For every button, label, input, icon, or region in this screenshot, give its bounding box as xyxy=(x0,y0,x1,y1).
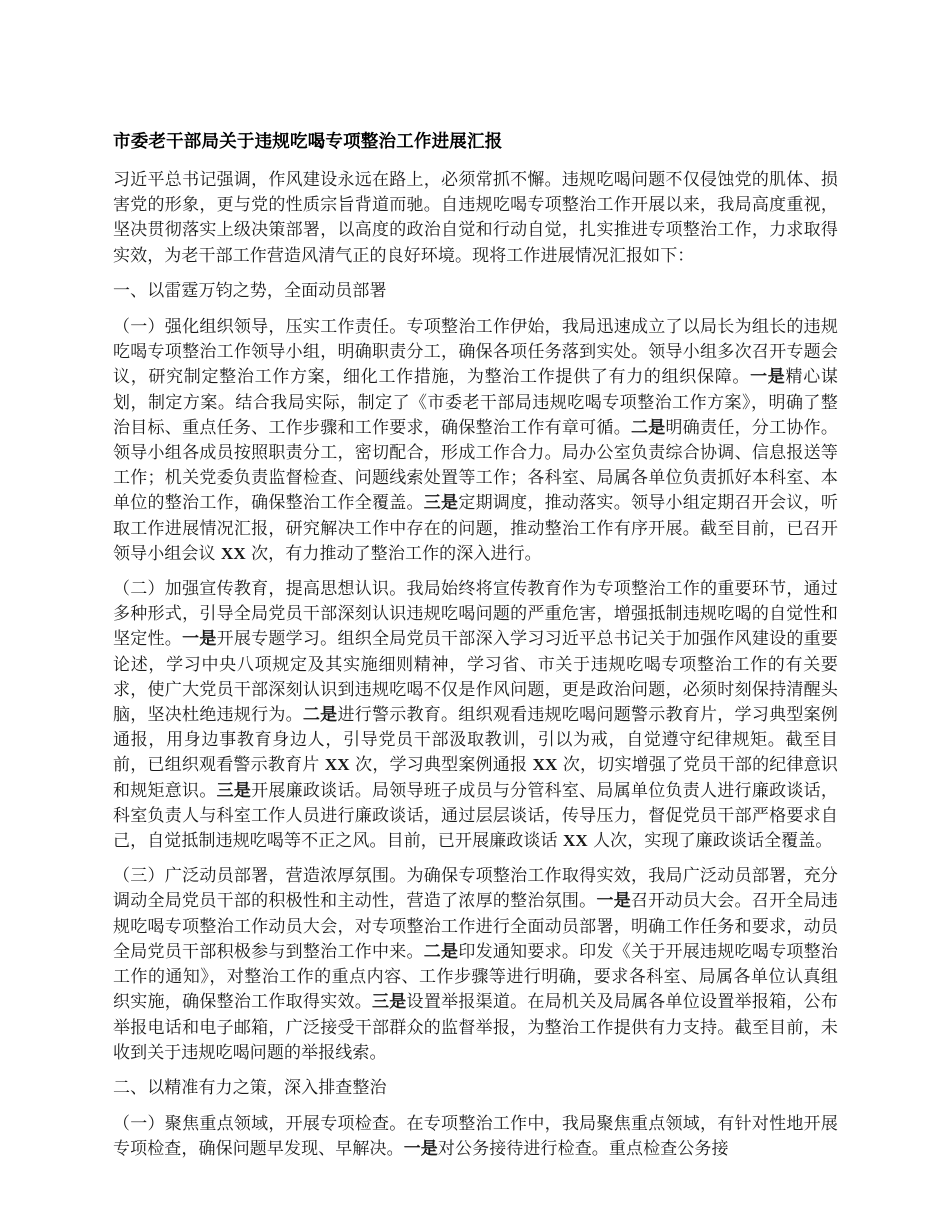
enumeration-marker: 三是 xyxy=(372,992,407,1012)
body-paragraph: （一）聚焦重点领域，开展专项检查。在专项整治工作中，我局聚焦重点领域，有针对性地开展专项检查，确保问题早发现、早解决。一是对公务接待进行检查。重点检查公务接 xyxy=(113,1114,838,1159)
body-paragraph: 习近平总书记强调，作风建设永远在路上，必须常抓不懈。违规吃喝问题不仅侵蚀党的肌体、损害党的形象，更与党的性质宗旨背道而驰。自违规吃喝专项整治工作开展以来，我局高度重视，坚决贯彻落实上级决策部署，以高度的政治自觉和行动自觉，扎实推进专项整治工作，力求取得实效，为老干部工作营造风清气正的良好环境。现将工作进展情况汇报如下： xyxy=(113,170,838,265)
placeholder-count: XX xyxy=(324,755,350,775)
enumeration-marker: 三是 xyxy=(216,780,252,800)
body-paragraph: （三）广泛动员部署，营造浓厚氛围。为确保专项整治工作取得实效，我局广泛动员部署，充分调动全局党员干部的积极性和主动性，营造了浓厚的整治氛围。一是召开动员大会。召开全局违规吃喝专项整治工作动员大会，对专项整治工作进行全面动员部署，明确工作任务和要求，动员全局党员干部积极参与到整治工作中来。二是印发通知要求。印发《关于开展违规吃喝专项整治工作的通知》，对整治工作的重点内容、工作步骤等进行明确，要求各科室、局属各单位认真组织实施，确保整治工作取得实效。三是设置举报渠道。在局机关及局属各单位设置举报箱，公布举报电话和电子邮箱，广泛接受干部群众的监督举报，为整治工作提供有力支持。截至目前，未收到关于违规吃喝问题的举报线索。 xyxy=(113,866,839,1062)
section-heading: 二、以精准有力之策，深入排查整治 xyxy=(113,1077,387,1097)
section-heading: 一、以雷霆万钧之势，全面动员部署 xyxy=(113,280,387,300)
enumeration-marker: 一是 xyxy=(750,367,786,387)
enumeration-marker: 二是 xyxy=(302,705,338,725)
placeholder-count: XX xyxy=(220,543,246,563)
enumeration-marker: 一是 xyxy=(596,891,631,911)
enumeration-marker: 三是 xyxy=(423,493,459,513)
page-title: 市委老干部局关于违规吃喝专项整治工作进展汇报 xyxy=(113,131,503,151)
body-paragraph: （一）强化组织领导，压实工作责任。专项整治工作伊始，我局迅速成立了以局长为组长的违规吃喝专项整治工作领导小组，明确职责分工，确保各项任务落到实处。领导小组多次召开专题会议，研究制定整治工作方案，细化工作措施，为整治工作提供了有力的组织保障。一是精心谋划，制定方案。结合我局实际，制定了《市委老干部局违规吃喝专项整治工作方案》，明确了整治目标、重点任务、工作步骤和工作要求，确保整治工作有章可循。二是明确责任，分工协作。领导小组各成员按照职责分工，密切配合，形成工作合力。局办公室负责综合协调、信息报送等工作；机关党委负责监督检查、问题线索处置等工作；各科室、局属各单位负责抓好本科室、本单位的整治工作，确保整治工作全覆盖。三是定期调度，推动落实。领导小组定期召开会议，听取工作进展情况汇报，研究解决工作中存在的问题，推动整治工作有序开展。截至目前，已召开领导小组会议 XX 次，有力推动了整治工作的深入进行。 xyxy=(113,317,839,563)
document-body xyxy=(113,167,838,1162)
body-paragraph: （二）加强宣传教育，提高思想认识。我局始终将宣传教育作为专项整治工作的重要环节，通过多种形式，引导全局党员干部深刻认识违规吃喝问题的严重危害，增强抵制违规吃喝的自觉性和坚定性。一是开展专题学习。组织全局党员干部深入学习习近平总书记关于加强作风建设的重要论述，学习中央八项规定及其实施细则精神，学习省、市关于违规吃喝专项整治工作的有关要求，使广大党员干部深刻认识到违规吃喝不仅是作风问题，更是政治问题，必须时刻保持清醒头脑，坚决杜绝违规行为。二是进行警示教育。组织观看违规吃喝问题警示教育片，学习典型案例通报，用身边事教育身边人，引导党员干部汲取教训，引以为戒，自觉遵守纪律规矩。截至目前，已组织观看警示教育片 XX 次，学习典型案例通报 XX 次，切实增强了党员干部的纪律意识和规矩意识。三是开展廉政谈话。局领导班子成员与分管科室、局属单位负责人进行廉政谈话，科室负责人与科室工作人员进行廉政谈话，通过层层谈话，传导压力，督促党员干部严格要求自己，自觉抵制违规吃喝等不正之风。目前，已开展廉政谈话 XX 人次，实现了廉政谈话全覆盖。 xyxy=(113,579,838,851)
enumeration-marker: 二是 xyxy=(630,417,666,437)
placeholder-count: XX xyxy=(562,831,588,851)
enumeration-marker: 一是 xyxy=(182,629,217,649)
enumeration-marker: 一是 xyxy=(403,1139,438,1159)
placeholder-count: XX xyxy=(532,755,558,775)
enumeration-marker: 二是 xyxy=(423,941,459,961)
